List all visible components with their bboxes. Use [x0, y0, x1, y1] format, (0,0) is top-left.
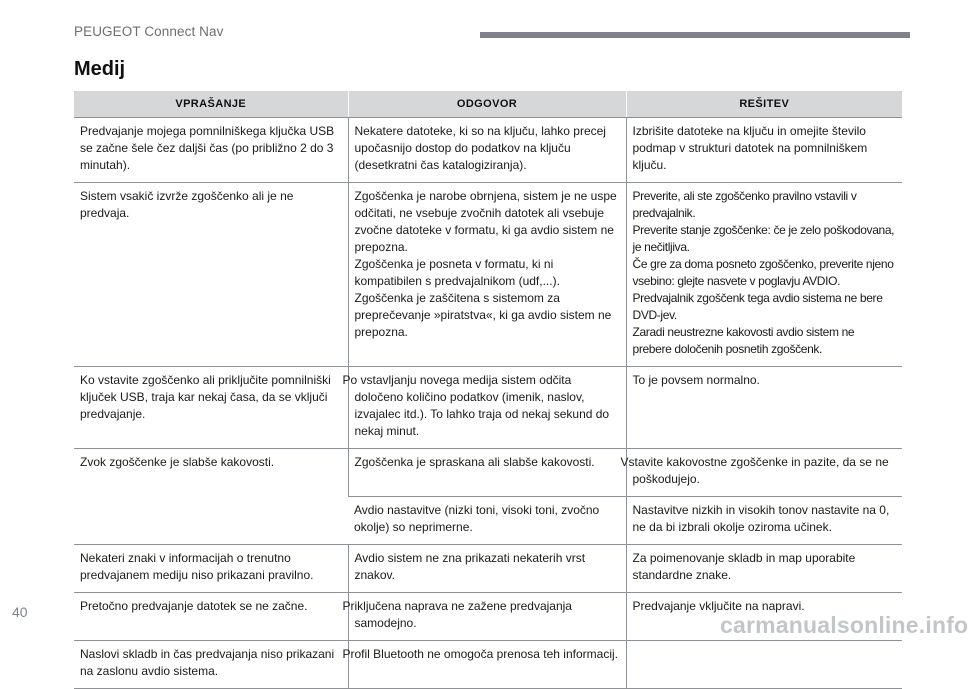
answer-cell: [348, 182, 626, 366]
answer-line: Zgoščenka je zaščitena s sistemom za preprečevanje »piratstva«, ki ga avdio sistem ne prepozna.: [354, 290, 612, 339]
solution-cell: [626, 640, 902, 688]
solution-line: Če gre za doma posneto zgoščenko, preverite njeno vsebino: glejte nasvete v poglavju AVDIO.: [632, 256, 894, 288]
question-cell: Zvok zgoščenke je slabše kakovosti.: [74, 448, 348, 544]
table-row: [74, 544, 902, 592]
answer-cell: Avdio nastavitve (nizki toni, visoki toni, zvočno okolje) so neprimerne.: [348, 496, 626, 544]
page-number: 40: [12, 604, 28, 620]
column-header-question: VPRAŠANJE: [74, 91, 348, 117]
question-cell: Predvajanje mojega pomnilniškega ključka USB se začne šele čez daljši čas (po približno 2 do 3 minutah).: [74, 117, 348, 182]
document-header: PEUGEOT Connect Nav: [74, 24, 224, 39]
question-cell: Naslovi skladb in čas predvajanja niso prikazani na zaslonu avdio sistema.: [74, 640, 348, 688]
solution-cell: To je povsem normalno.: [626, 366, 902, 448]
question-cell: Pretočno predvajanje datotek se ne začne.: [74, 592, 348, 640]
answer-line: Zgoščenka je narobe obrnjena, sistem je ne uspe odčitati, ne vsebuje zvočnih datotek ali vsebuje zvočne datoteke v formatu, ki ga avdio sistem ne prepozna.: [354, 188, 617, 254]
answer-cell: Priključena naprava ne zažene predvajanja samodejno.: [348, 592, 626, 640]
faq-table: [74, 91, 902, 689]
table-row: [74, 117, 902, 182]
question-cell: Ko vstavite zgoščenko ali priključite pomnilniški ključek USB, traja kar nekaj časa, da se vključi predvajanje.: [74, 366, 348, 448]
answer-line: Zgoščenka je posneta v formatu, ki ni kompatibilen s predvajalnikom (udf,...).: [354, 256, 560, 288]
table-header-row: [74, 91, 902, 117]
solution-line: Zaradi neustrezne kakovosti avdio sistem ne prebere določenih posnetih zgoščenk.: [632, 324, 855, 356]
table-row: [74, 640, 902, 688]
answer-cell: Avdio sistem ne zna prikazati nekaterih vrst znakov.: [348, 544, 626, 592]
solution-line: Preverite stanje zgoščenke: če je zelo poškodovana, je nečitljiva.: [632, 222, 895, 254]
section-title: Medij: [74, 58, 126, 80]
solution-cell: Vstavite kakovostne zgoščenke in pazite, da se ne poškodujejo.: [626, 448, 902, 496]
table-row: [74, 182, 902, 366]
table-row: [74, 366, 902, 448]
solution-cell: Izbrišite datoteke na ključu in omejite število podmap v strukturi datotek na pomnilniškem ključu.: [626, 117, 902, 182]
question-cell: Sistem vsakič izvrže zgoščenko ali je ne predvaja.: [74, 182, 348, 366]
answer-cell: Po vstavljanju novega medija sistem odčita določeno količino podatkov (imenik, naslov, izvajalec itd.). To lahko traja od nekaj sekund do nekaj minut.: [348, 366, 626, 448]
answer-cell: Zgoščenka je spraskana ali slabše kakovosti.: [348, 448, 626, 496]
solution-cell: Za poimenovanje skladb in map uporabite standardne znake.: [626, 544, 902, 592]
solution-line: Preverite, ali ste zgoščenko pravilno vstavili v predvajalnik.: [632, 188, 857, 220]
answer-cell: Nekatere datoteke, ki so na ključu, lahko precej upočasnijo dostop do podatkov na ključu (desetkratni čas katalogiziranja).: [348, 117, 626, 182]
watermark: carmanualsonline.info: [720, 612, 968, 638]
solution-line: Predvajalnik zgoščenk tega avdio sistema ne bere DVD-jev.: [632, 290, 883, 322]
table-row: [74, 448, 902, 496]
column-header-answer: ODGOVOR: [348, 91, 626, 117]
solution-cell: Nastavitve nizkih in visokih tonov nastavite na 0, ne da bi izbrali okolje oziroma učinek.: [626, 496, 902, 544]
column-header-solution: REŠITEV: [626, 91, 902, 117]
header-rule: [480, 32, 910, 38]
solution-cell: [626, 182, 902, 366]
answer-cell: Profil Bluetooth ne omogoča prenosa teh informacij.: [348, 640, 626, 688]
solution-cell: Predvajanje vključite na napravi.: [626, 592, 902, 640]
question-cell: Nekateri znaki v informacijah o trenutno predvajanem mediju niso prikazani pravilno.: [74, 544, 348, 592]
